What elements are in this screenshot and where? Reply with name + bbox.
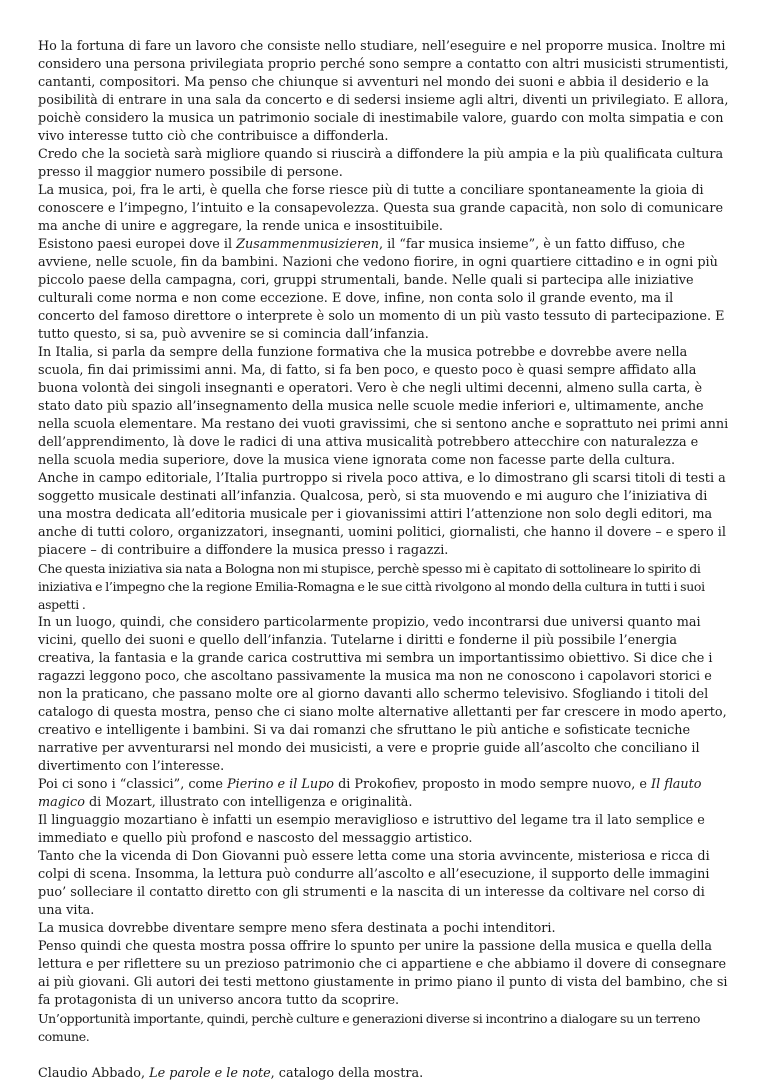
paragraph [38,848,730,920]
signature-author: Claudio Abbado, [38,1066,150,1081]
paragraph [38,38,730,146]
paragraph-text: Tanto che la vicenda di Don Giovanni può essere letta come una storia avvincente, misteriosa e ricca di colpi di scena. Insomma, la lettura può condurre all’ascolto e all’esecuzione, il supporto delle immagini puo’ solleciare il contatto diretto con gli strumenti e la nascita di un interesse da coltivare nel corso di una vita. [38,849,710,918]
italic-title: Il flauto magico [38,777,702,810]
paragraph [38,812,730,848]
paragraph-text: Il linguaggio mozartiano è infatti un esempio meraviglioso e istruttivo del legame tra il lato semplice e immediato e quello più profond e nascosto del messaggio artistico. [38,813,705,846]
paragraph-text: Un’opportunità importante, quindi, perchè culture e generazioni diverse si incontrino a dialogare su un terreno comune. [38,1011,701,1044]
paragraph [38,236,730,344]
signature-line [38,1065,730,1083]
paragraph-text: Credo che la società sarà migliore quando si riuscirà a diffondere la più ampia e la più qualificata cultura presso il maggior numero possibile di persone. [38,147,724,180]
paragraph-text: Esistono paesi europei dove il [38,237,237,252]
paragraph [38,470,730,560]
paragraph-list [38,38,730,1046]
paragraph-text: In Italia, si parla da sempre della funzione formativa che la musica potrebbe e dovrebbe avere nella scuola, fin dai primissimi anni. Ma, di fatto, si fa ben poco, e questo poco è quasi sempre affidato alla buona volontà dei singoli insegnanti e operatori. Vero è che negli ultimi decenni, almeno sulla carta, è stato dato più spazio all’insegnamento della musica nelle scuole medie inferiori e, ultimamente, anche nella scuola elementare. Ma restano dei vuoti gravissimi, che si sentono anche e soprattuto nei primi anni dell’apprendimento, là dove le radici di una attiva musicalità potrebbero attecchire con naturalezza e nella scuola media superiore, dove la musica viene ignorata come non facesse parte della cultura. [38,345,729,468]
paragraph [38,1010,730,1046]
paragraph [38,776,730,812]
paragraph-text: La musica dovrebbe diventare sempre meno sfera destinata a pochi intenditori. [38,921,556,936]
signature-book-title: Le parole e le note [149,1066,271,1081]
paragraph-text: , il “far musica insieme”, è un fatto diffuso, che avviene, nelle scuole, fin da bambini. Nazioni che vedono fiorire, in ogni quartiere cittadino e in ogni più piccolo paese della campagna, cori, gruppi strumentali, bande. Nelle quali si partecipa alle iniziative culturali come norma e non come eccezione. E dove, infine, non conta solo il grande evento, ma il concerto del famoso direttore o interprete è solo un momento di un più vasto tessuto di partecipazione. E tutto questo, si sa, può avvenire se si comincia dall’infanzia. [38,237,725,342]
italic-title: Zusammenmusizieren [236,237,379,252]
paragraph [38,182,730,236]
signature-rest: , catalogo della mostra. [270,1066,424,1081]
paragraph-text: di Prokofiev, proposto in modo sempre nuovo, e [334,777,652,792]
paragraph [38,938,730,1010]
paragraph [38,614,730,776]
paragraph-text: Ho la fortuna di fare un lavoro che consiste nello studiare, nell’eseguire e nel proporre musica. Inoltre mi considero una persona privilegiata proprio perché sono sempre a contatto con altri musicisti strumentisti, cantanti, compositori. Ma penso che chiunque si avventuri nel mondo dei suoni e abbia il desiderio e la posibilità di entrare in una sala da concerto e di sedersi insieme agli altri, diventi un privilegiato. E allora, poichè considero la musica un patrimonio sociale di inestimabile valore, guardo con molta simpatia e con vivo interesse tutto ciò che contribuisce a diffonderla. [38,39,729,144]
paragraph-text: Anche in campo editoriale, l’Italia purtroppo si rivela poco attiva, e lo dimostrano gli scarsi titoli di testi a soggetto musicale destinati all’infanzia. Qualcosa, però, si sta muovendo e mi auguro che l’iniziativa di una mostra dedicata all’editoria musicale per i giovanissimi attiri l’attenzione non solo degli editori, ma anche di tutti coloro, organizzatori, insegnanti, uomini politici, giornalisti, che hanno il dovere – e spero il piacere – di contribuire a diffondere la musica presso i ragazzi. [38,471,726,558]
paragraph [38,146,730,182]
paragraph-text: Penso quindi che questa mostra possa offrire lo spunto per unire la passione della musica e quella della lettura e per riflettere su un prezioso patrimonio che ci appartiene e che abbiamo il dovere di consegnare ai più giovani. Gli autori dei testi mettono giustamente in primo piano il punto di vista del bambino, che si fa protagonista di un universo ancora tutto da scoprire. [38,939,728,1008]
italic-title: Pierino e il Lupo [226,777,335,792]
paragraph [38,560,730,614]
paragraph [38,344,730,470]
paragraph-text: La musica, poi, fra le arti, è quella che forse riesce più di tutte a conciliare spontaneamente la gioia di conoscere e l’impegno, l’intuito e la consapevolezza. Questa sua grande capacità, non solo di comunicare ma anche di unire e aggregare, la rende unica e insostituibile. [38,183,724,234]
paragraph-text: Poi ci sono i “classici”, come [38,777,227,792]
paragraph-text: Che questa iniziativa sia nata a Bologna non mi stupisce, perchè spesso mi è capitato di sottolineare lo spirito di iniziativa e l’impegno che la regione Emilia-Romagna e le sue città rivolgono al mondo della cultura in tutti i suoi aspetti . [38,561,705,612]
paragraph-text: In un luogo, quindi, che considero particolarmente propizio, vedo incontrarsi due universi quanto mai vicini, quello dei suoni e quello dell’infanzia. Tutelarne i diritti e fonderne il più possibile l’energia creativa, la fantasia e la grande carica costruttiva mi sembra un importantissimo obiettivo. Si dice che i ragazzi leggono poco, che ascoltano passivamente la musica ma non ne conoscono i capolavori storici e non la praticano, che passano molte ore al giorno davanti allo schermo televisivo. Sfogliando i titoli del catalogo di questa mostra, penso che ci siano molte alternative allettanti per far crescere in modo aperto, creativo e intelligente i bambini. Si va dai romanzi che sfruttano le più antiche e sofisticate tecniche narrative per avventurarsi nel mondo dei musicisti, a vere e proprie guide all’ascolto che conciliano il divertimento con l’interesse. [38,615,727,774]
paragraph [38,920,730,938]
document-body [38,38,730,1083]
paragraph-text: di Mozart, illustrato con intelligenza e originalità. [84,795,413,810]
